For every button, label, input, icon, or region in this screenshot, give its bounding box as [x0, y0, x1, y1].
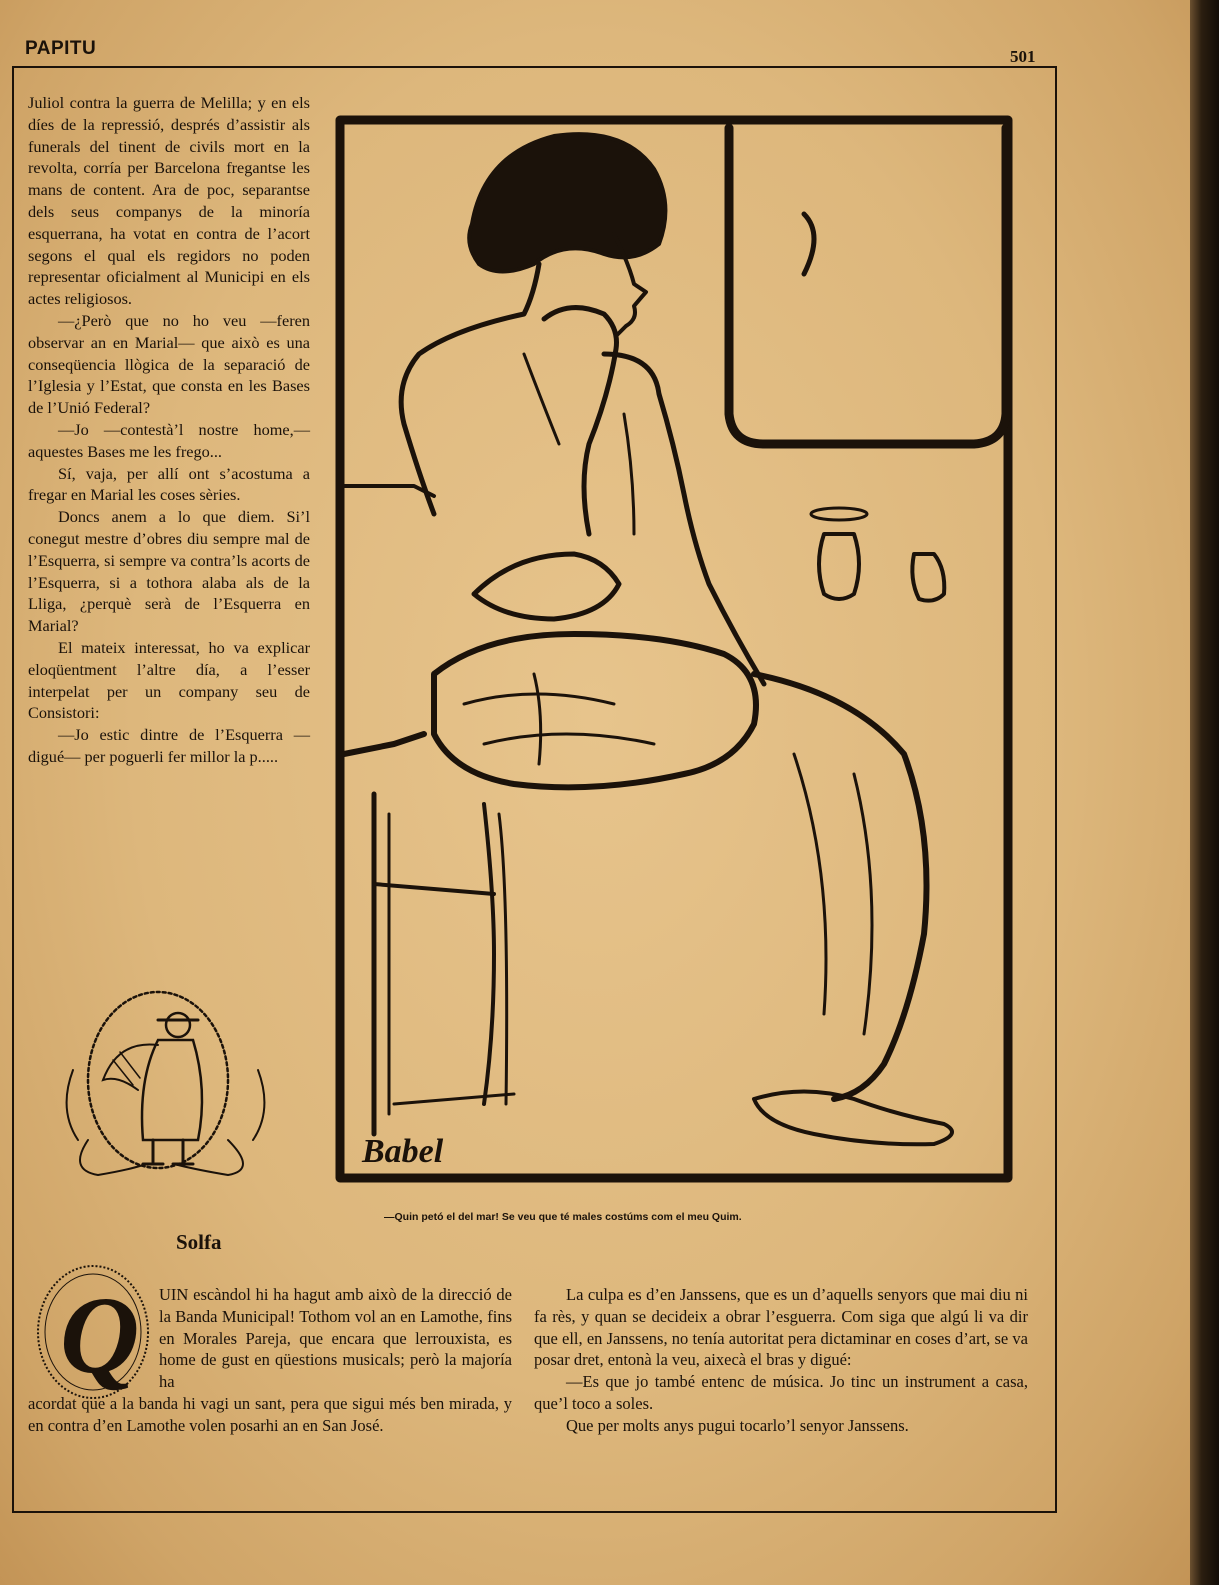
article-paragraph: —¿Però que no ho veu —feren observar an en Marial— que això es una conseqüencia llògica de la separació de l’Iglesia y l’Estat, que consta en les Bases de l’Unió Federal?	[28, 310, 310, 418]
artist-signature: Babel	[362, 1133, 444, 1170]
winged-figure-emblem	[58, 990, 276, 1180]
article-paragraph: El mateix interessat, ho va explicar eloqüentment l’altre día, a l’esser interpelat per un company seu de Consistori:	[28, 637, 310, 723]
solfa-right-column	[534, 1284, 1028, 1437]
article-paragraph: Sí, vaja, per allí ont s’acostuma a fregar en Marial les coses sèries.	[28, 463, 310, 505]
drop-cap-letter: Q	[60, 1274, 140, 1396]
solfa-opening	[159, 1284, 512, 1393]
article-paragraph: Doncs anem a lo que diem. Si’l conegut mestre d’obres diu sempre mal de l’Esquerra, si sempre va contra’ls acorts de l’Esquerra, si a tothora alaba als de la Lliga, ¿perquè serà de l’Esquerra en Marial?	[28, 507, 310, 636]
article-paragraph: —Jo —contestà’l nostre home,— aquestes Bases me les frego...	[28, 419, 310, 461]
section-title: Solfa	[176, 1230, 222, 1254]
solfa-paragraph: Que per molts anys pugui tocarlo’l senyor Janssens.	[566, 1415, 909, 1435]
article-column	[28, 92, 310, 768]
solfa-paragraph: La culpa es d’en Janssens, que es un d’aquells senyors que mai diu ni fa rès, y quan se decideix a obrar l’esguerra. Com siga que algú li va dir que ell, en Janssens, no tenía autoritat pera dictaminar en coses d’art, se va posar dret, entonà la veu, aixecà el bras y digué:	[534, 1285, 1028, 1370]
article-paragraph: Juliol contra la guerra de Melilla; y en els díes de la repressió, després d’assistir als funerals del tinent de civils mort en la revolta, corría per Barcelona fregantse les mans de content. Ara de poc, separantse dels seus companys de la minoría esquerrana, ha votat en contra de l’acort segons el qual els regidors no poden representar oficialment al Municipi en els actes religiosos.	[28, 93, 310, 309]
article-paragraph: —Jo estic dintre de l’Esquerra —digué— per poguerli fer millor la p.....	[28, 725, 310, 766]
seated-woman-illustration	[334, 114, 1014, 1184]
masthead: PAPITU	[25, 38, 97, 59]
page-number: 501	[1010, 47, 1036, 66]
solfa-continuation: acordat que a la banda hi vagi un sant, pera que sigui més ben mirada, y en contra d’en Lamothe volen posarhi an en San José.	[28, 1393, 512, 1435]
book-binding-edge	[1190, 0, 1219, 1585]
illustration-caption: —Quin petó el del mar! Se veu que té males costúms com el meu Quim.	[384, 1211, 742, 1223]
solfa-left-column	[28, 1284, 512, 1437]
solfa-opening-text: escàndol hi ha hagut amb això de la direcció de la Banda Municipal! Tothom vol an en Lamothe, fins en Morales Pareja, que encara que lerrouxista, es home de gust en qüestions musicals; però la majoría ha	[159, 1285, 512, 1392]
solfa-paragraph: —Es que jo també entenc de música. Jo tinc un instrument a casa, que’l toco a soles.	[534, 1372, 1028, 1413]
solfa-lead-word: UIN	[159, 1285, 189, 1304]
